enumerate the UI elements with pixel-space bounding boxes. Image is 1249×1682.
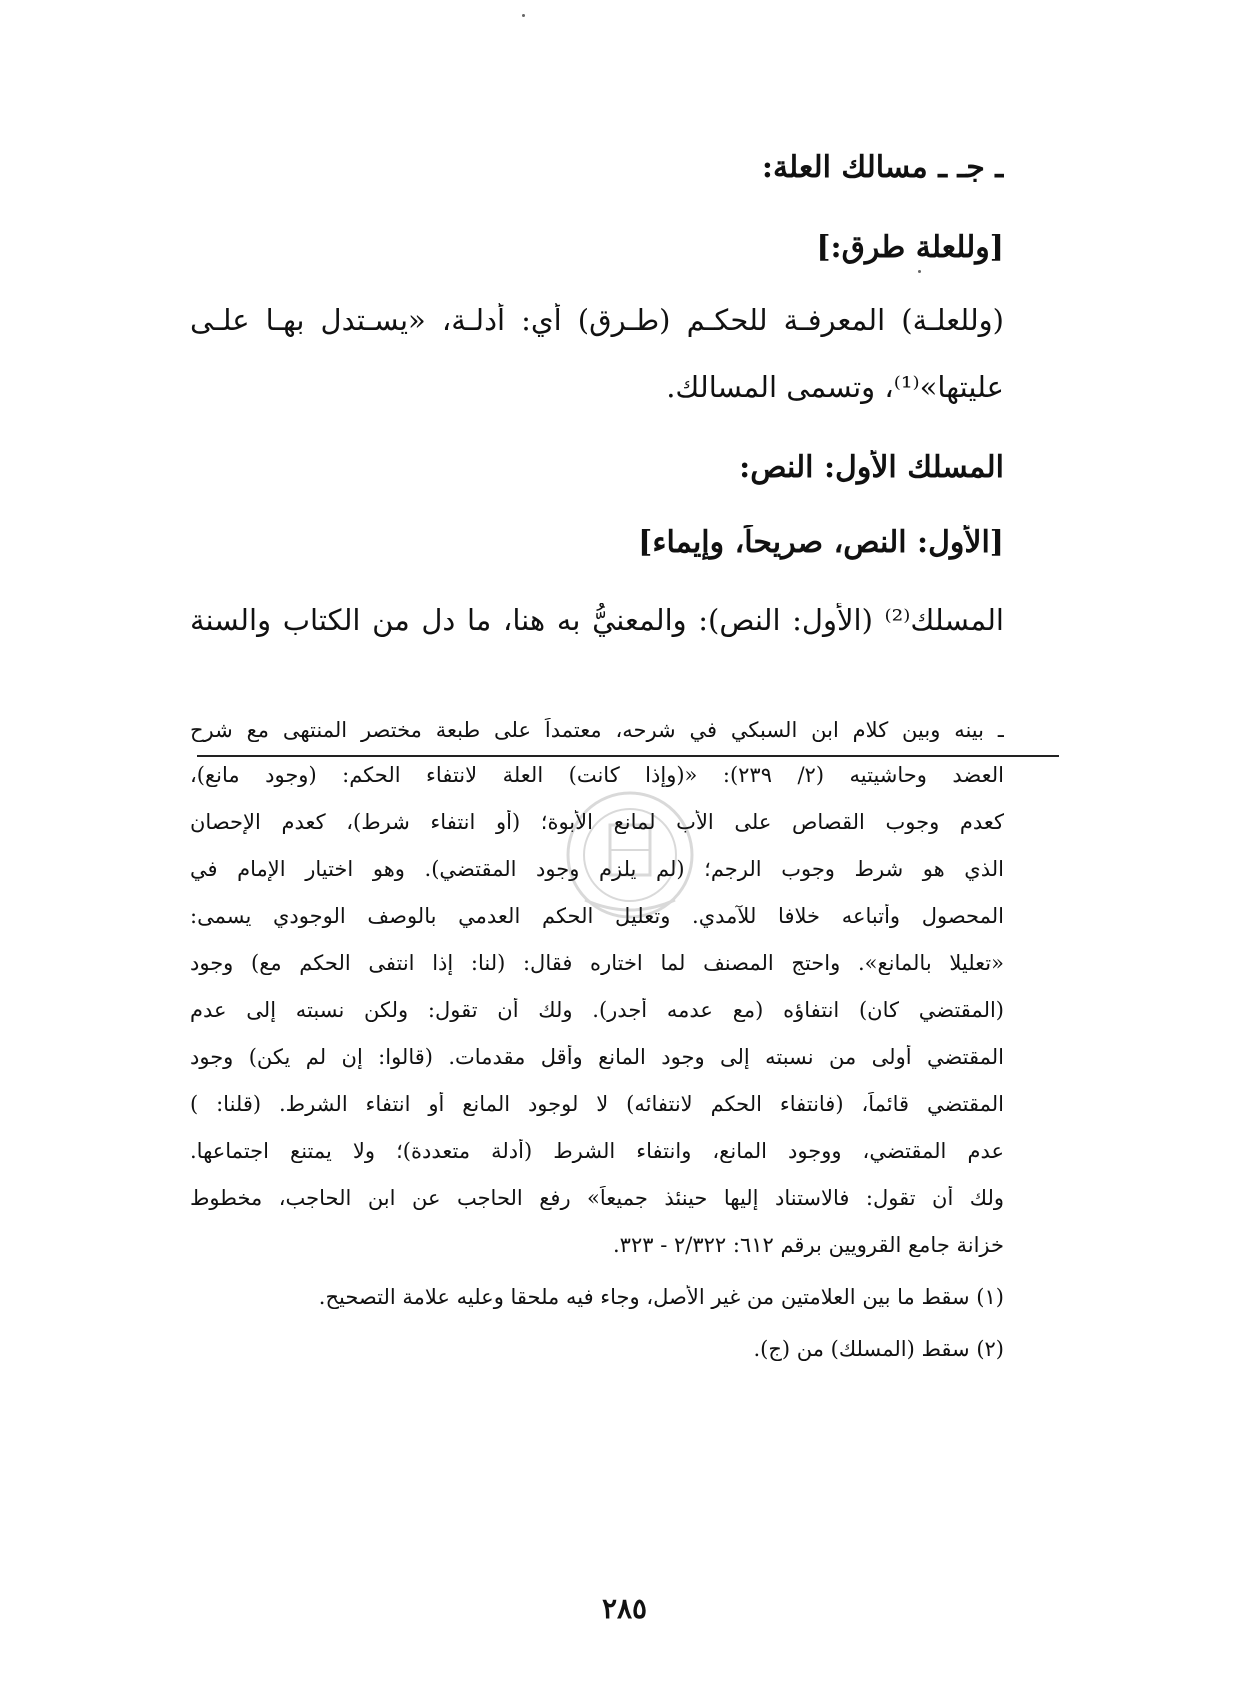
- section-heading: ـ جـ ـ مسالك العلة:: [761, 150, 1004, 185]
- scan-speck: [522, 14, 525, 17]
- footnote-cont-line: ولك أن تقول: فالاستناد إليها حينئذ جميعاً» رفع الحاجب عن ابن الحاجب، مخطوط: [190, 1186, 1004, 1210]
- footnote-cont-line: «تعليلا بالمانع». واحتج المصنف لما اختاره فقال: (لنا: إذا انتفى الحكم مع) وجود: [190, 951, 1004, 975]
- paragraph-1-line-2: عليتها»⁽¹⁾، وتسمى المسالك.: [666, 370, 1004, 404]
- footnote-1: (١) سقط ما بين العلامتين من غير الأصل، وجاء فيه ملحقا وعليه علامة التصحيح.: [318, 1285, 1004, 1309]
- footnote-separator: [197, 755, 1059, 757]
- footnote-cont-line: العضد وحاشيتيه (٢/ ٢٣٩): «(وإذا كانت) العلة لانتفاء الحكم: (وجود مانع)،: [190, 763, 1004, 787]
- footnote-cont-line: ـ بينه وبين كلام ابن السبكي في شرحه، معتمداً على طبعة مختصر المنتهى مع شرح: [190, 718, 1004, 742]
- page-number: ٢٨٥: [601, 1592, 648, 1625]
- scan-speck: [918, 270, 921, 273]
- footnote-cont-line: عدم المقتضي، ووجود المانع، وانتفاء الشرط (أدلة متعددة)؛ ولا يمتنع اجتماعها.: [190, 1139, 1004, 1163]
- matn-heading-1: [وللعلة طرق:]: [816, 230, 1004, 265]
- maslak-heading: المسلك الأول: النص:: [739, 450, 1004, 485]
- footnote-cont-line: (المقتضي كان) انتفاؤه (مع عدمه أجدر). ولك أن تقول: ولكن نسبته إلى عدم: [190, 998, 1004, 1022]
- footnote-cont-line: كعدم وجوب القصاص على الأب لمانع الأبوة؛ (أو انتفاء شرط)، كعدم الإحصان: [190, 810, 1004, 834]
- footnote-cont-line: خزانة جامع القرويين برقم ٦١٢: ٢/٣٢٢ - ٣٢٣.: [612, 1233, 1004, 1257]
- paragraph-1-line-1: (وللعلـة) المعرفـة للحكـم (طـرق) أي: أدلـة، «يسـتدل بهـا علـى: [190, 303, 1004, 337]
- library-stamp-icon: [555, 780, 705, 930]
- footnote-cont-line: الذي هو شرط وجوب الرجم؛ (لم يلزم وجود المقتضي). وهو اختيار الإمام في: [190, 857, 1004, 881]
- matn-heading-2: [الأول: النص، صريحاً، وإيماء]: [638, 525, 1004, 560]
- footnote-2: (٢) سقط (المسلك) من (ج).: [753, 1337, 1004, 1361]
- footnote-cont-line: المقتضي أولى من نسبته إلى وجود المانع وأقل مقدمات. (قالوا: إن لم يكن) وجود: [190, 1045, 1004, 1069]
- footnote-cont-line: المقتضي قائماً، (فانتفاء الحكم لانتفائه) لا لوجود المانع أو انتفاء الشرط. (قلنا: ): [190, 1092, 1004, 1116]
- paragraph-2-line-1: المسلك⁽²⁾ (الأول: النص): والمعنيُّ به هنا، ما دل من الكتاب والسنة: [190, 603, 1004, 637]
- footnote-cont-line: المحصول وأتباعه خلافا للآمدي. وتعليل الحكم العدمي بالوصف الوجودي يسمى:: [190, 904, 1004, 928]
